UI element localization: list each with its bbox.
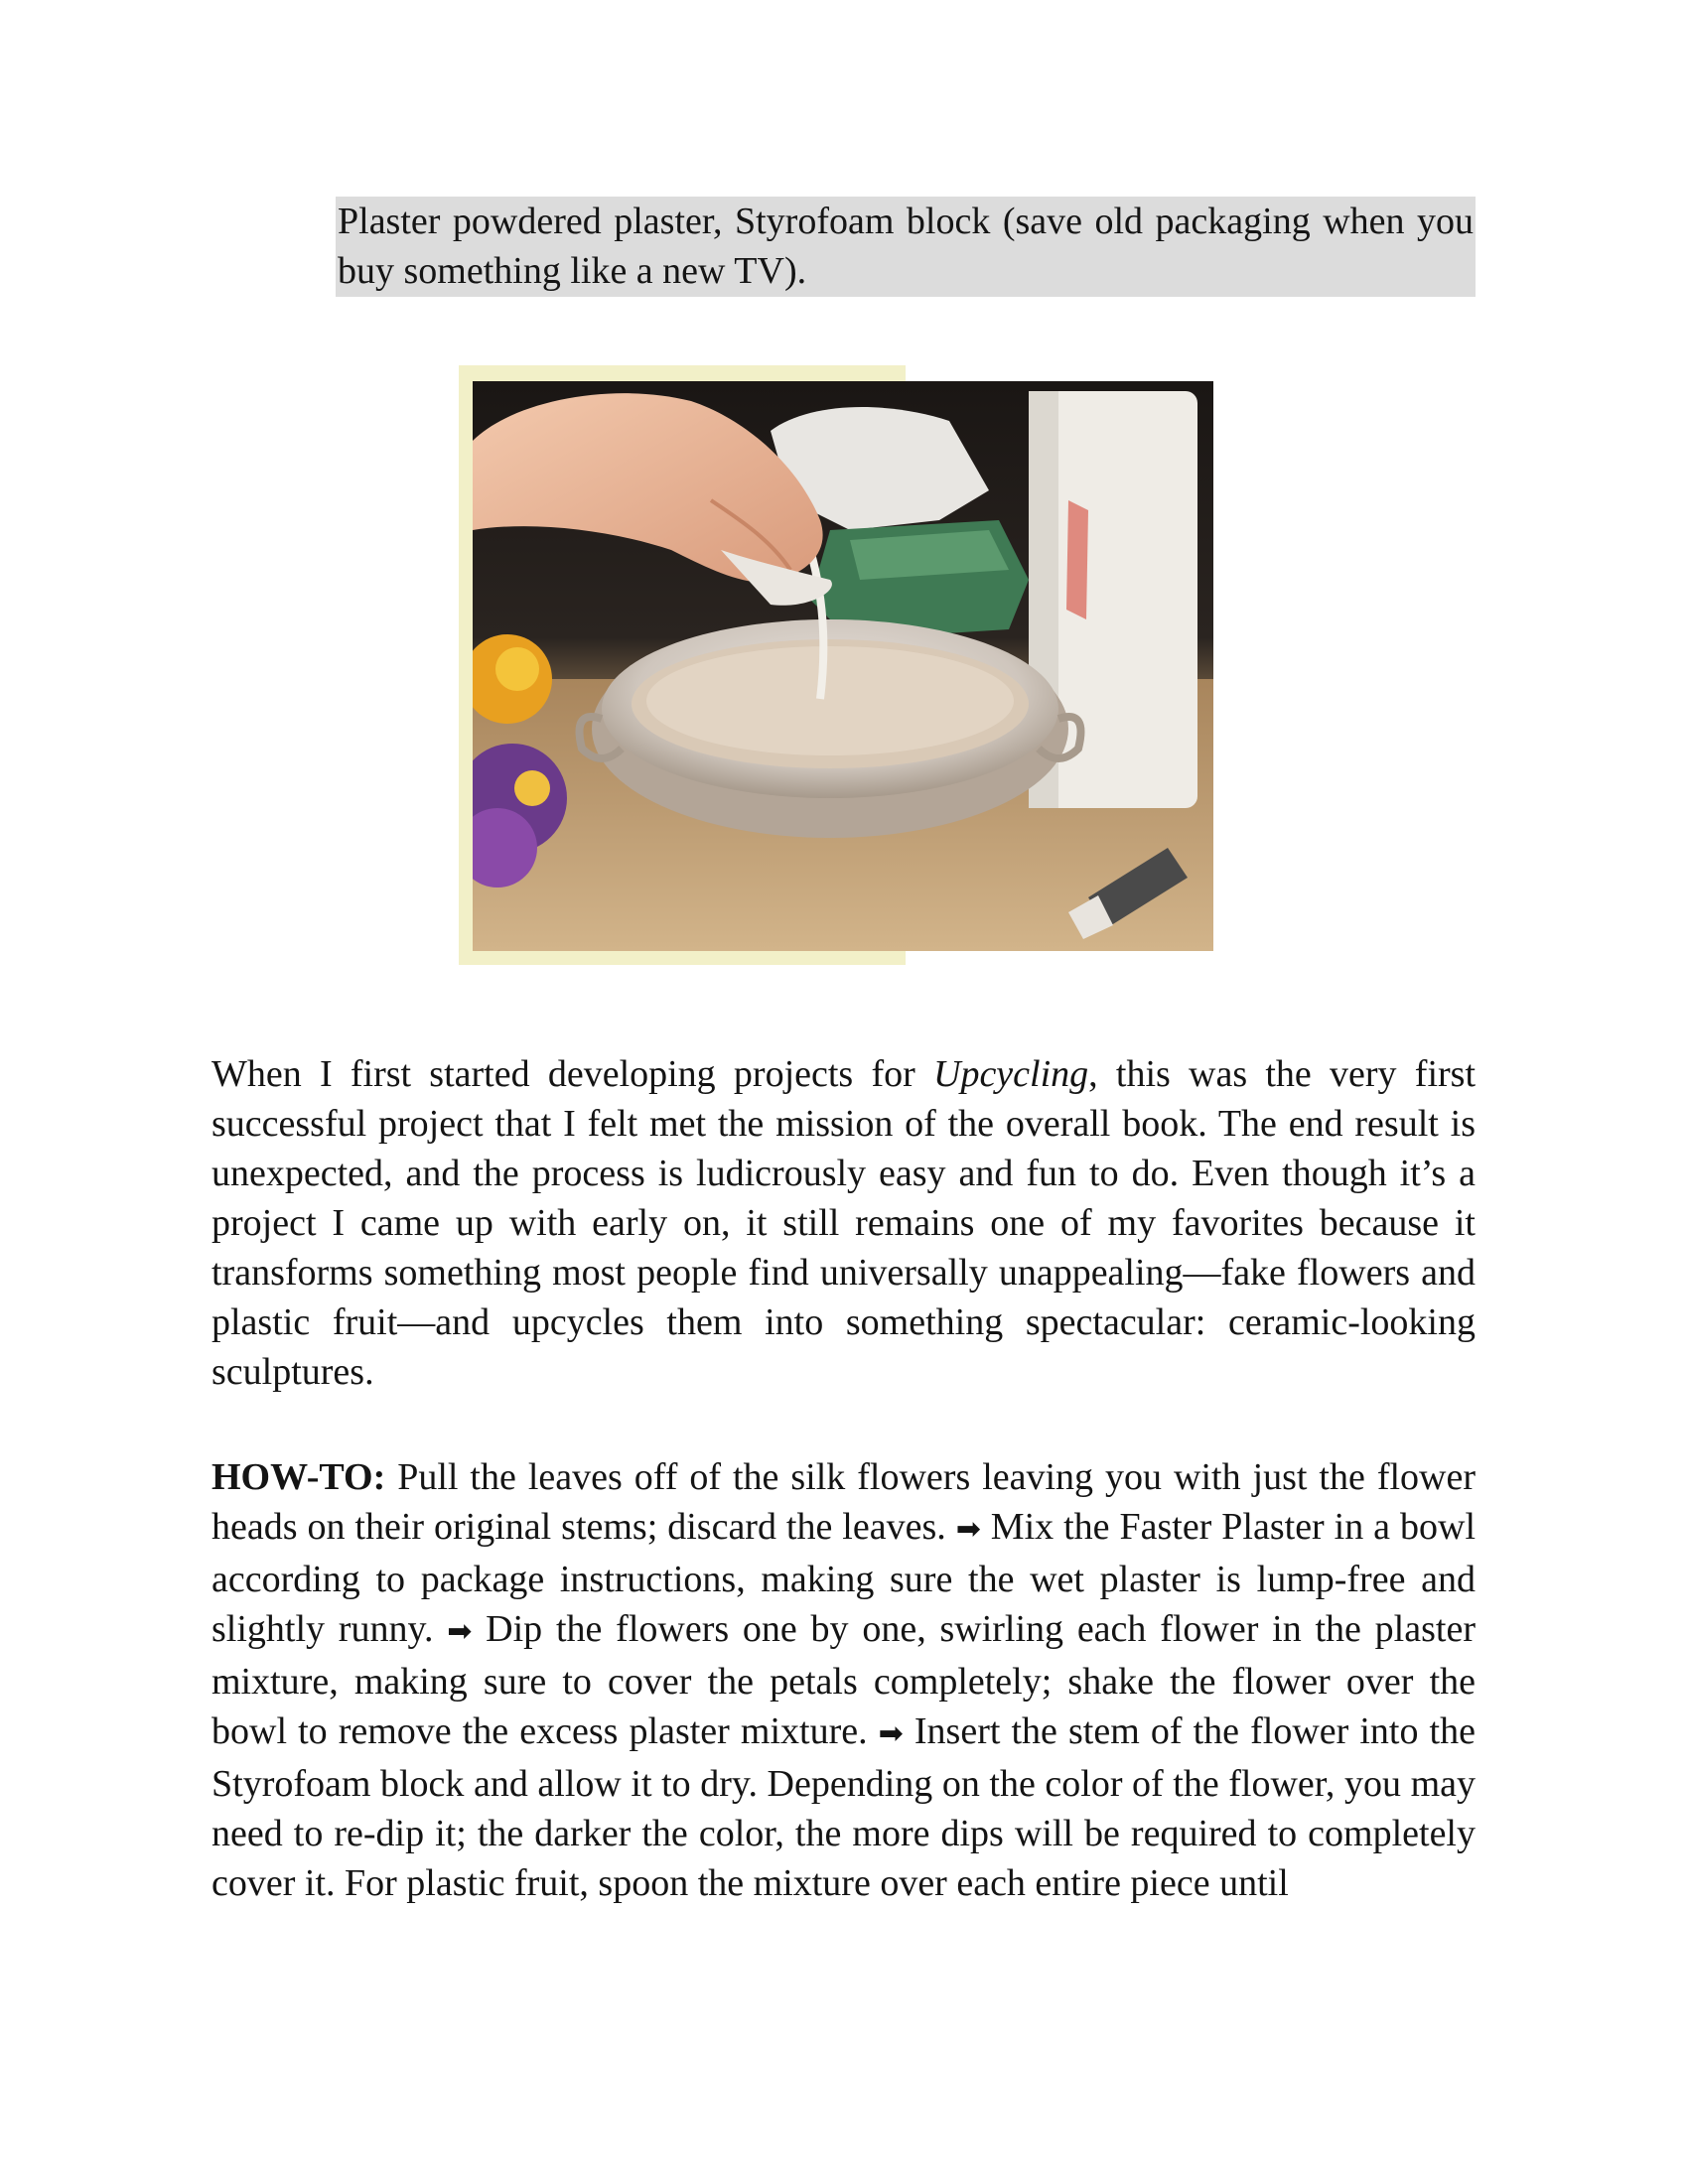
materials-list	[336, 197, 1476, 297]
intro-text-start: When I first started developing projects for	[211, 1053, 933, 1095]
arrow-right-icon: ➡	[447, 1614, 473, 1649]
plaster-dipping-photo	[473, 381, 1213, 951]
howto-step-1: Pull the leaves off of the silk flowers leaving you with just the flower heads on their original stems; discard the leaves.	[211, 1456, 1476, 1548]
howto-step-4: Insert the stem of the flower into the Styrofoam block and allow it to dry. Depending on the color of the flower, you may need to re-dip it; the darker the color, the more dips will be required to completely cover it. For plastic fruit, spoon the mixture over each entire piece until	[211, 1710, 1476, 1904]
arrow-right-icon: ➡	[955, 1512, 981, 1547]
intro-text-end: , this was the very first successful project that I felt met the mission of the overall book. The end result is unexpected, and the process is ludicrously easy and fun to do. Even though it’s a project I came up with early on, it still remains one of my favorites because it transforms something most people find universally unappealing—fake flowers and plastic fruit—and upcycles them into something spectacular: ceramic-looking sculptures.	[211, 1053, 1476, 1393]
book-title: Upcycling	[933, 1053, 1089, 1095]
intro-paragraph	[211, 1049, 1476, 1397]
materials-text: Plaster powdered plaster, Styrofoam block (save old packaging when you buy something like a new TV).	[338, 201, 1474, 292]
howto-step-3: Dip the flowers one by one, swirling each flower in the plaster mixture, making sure to cover the petals completely; shake the flower over the bowl to remove the excess plaster mixture.	[211, 1608, 1476, 1752]
howto-label: HOW-TO:	[211, 1456, 386, 1498]
howto-step-2: Mix the Faster Plaster in a bowl according to package instructions, making sure the wet plaster is lump-free and slightly runny.	[211, 1506, 1476, 1650]
arrow-right-icon: ➡	[878, 1716, 904, 1751]
howto-paragraph	[211, 1452, 1476, 1908]
